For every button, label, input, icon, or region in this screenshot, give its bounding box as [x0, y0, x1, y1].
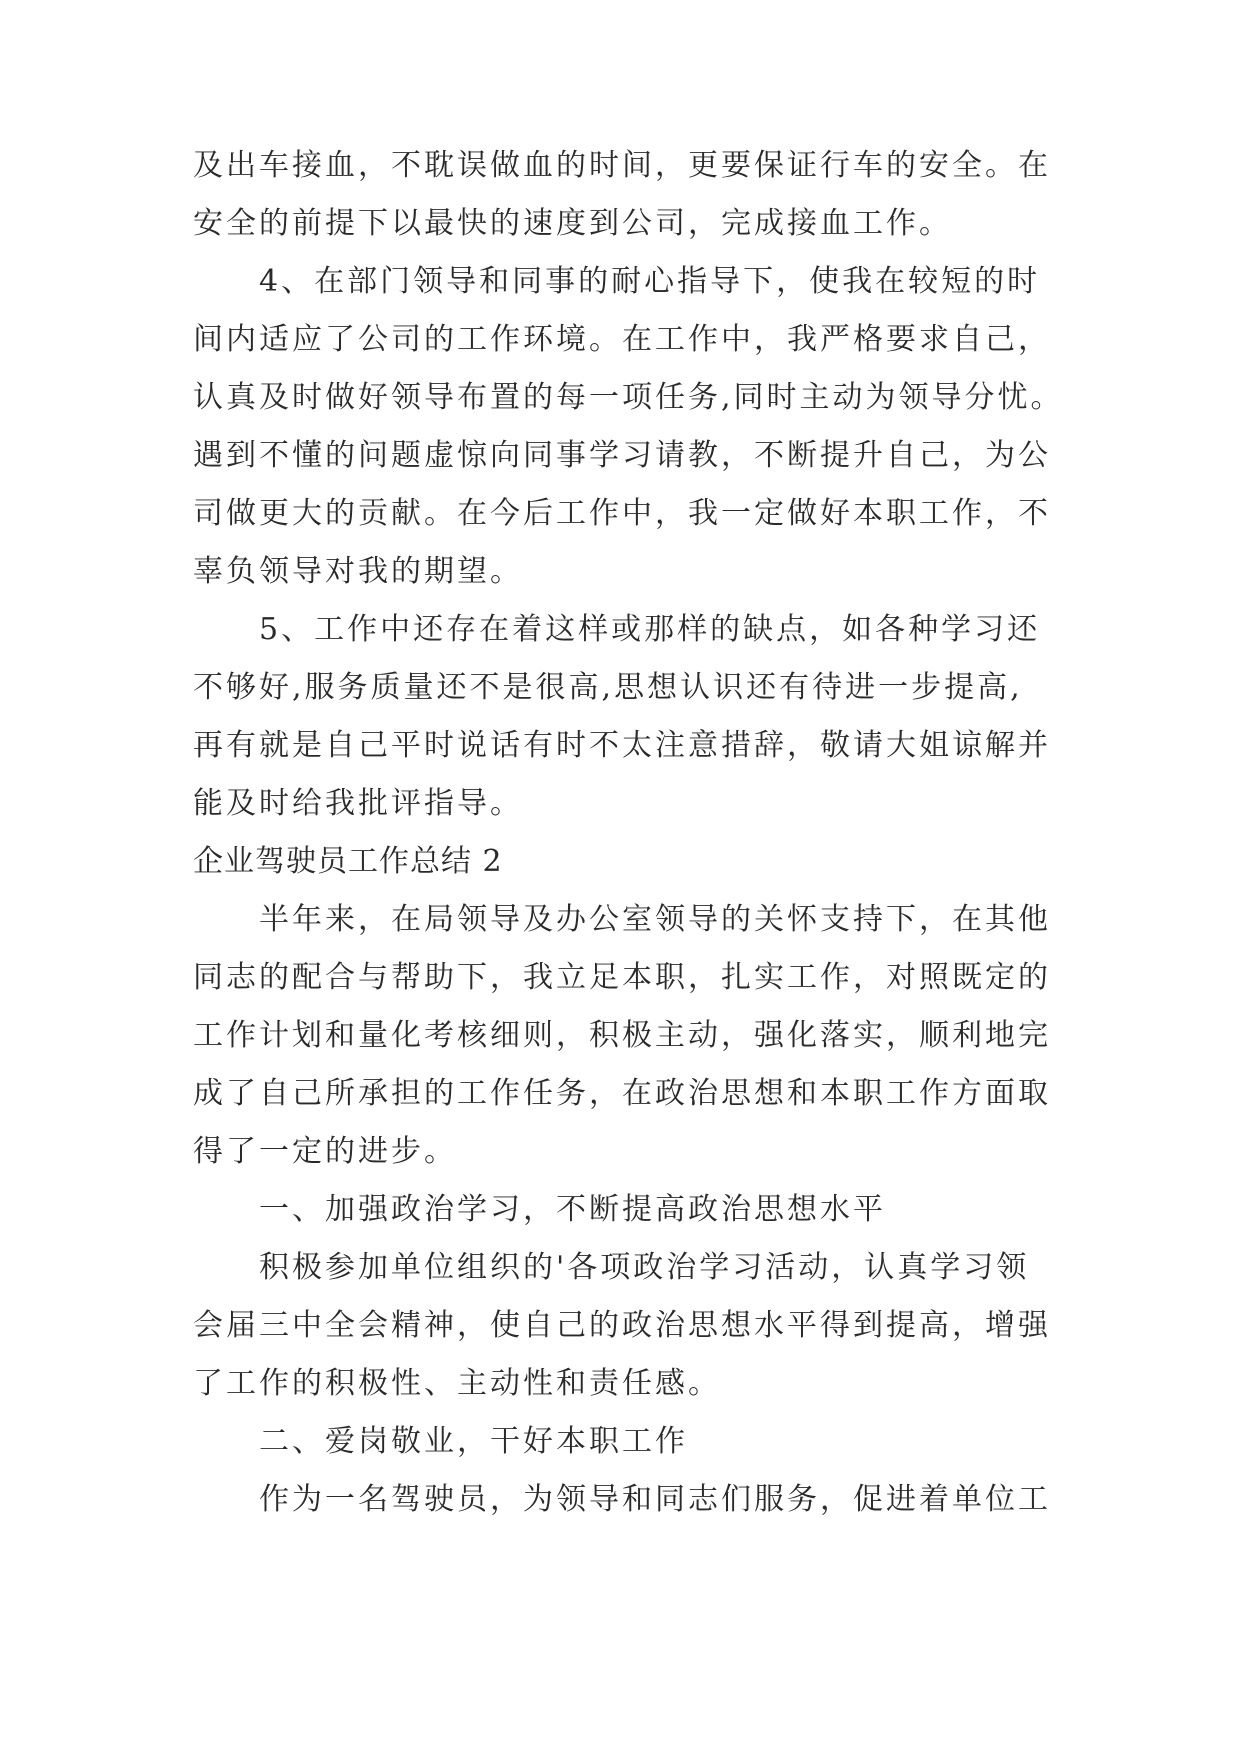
section-title: 企业驾驶员工作总结 2 — [193, 844, 503, 879]
text-line: 成了自己所承担的工作任务，在政治思想和本职工作方面取 — [193, 1076, 1051, 1111]
subheading: 二、爱岗敬业，干好本职工作 — [259, 1424, 688, 1459]
paragraph-start-line: 半年来，在局领导及办公室领导的关怀支持下，在其他 — [259, 902, 1051, 937]
text-line: 会届三中全会精神，使自己的政治思想水平得到提高，增强 — [193, 1308, 1051, 1343]
text-line: 认真及时做好领导布置的每一项任务,同时主动为领导分忧。 — [193, 380, 1064, 415]
paragraph-start-line: 4、在部门领导和同事的耐心指导下，使我在较短的时 — [259, 264, 1041, 299]
text-line: 安全的前提下以最快的速度到公司，完成接血工作。 — [193, 206, 952, 241]
paragraph-start-line: 积极参加单位组织的'各项政治学习活动，认真学习领 — [259, 1250, 1030, 1285]
text-line: 遇到不懂的问题虚惊向同事学习请教，不断提升自己，为公 — [193, 438, 1051, 473]
text-line: 及出车接血，不耽误做血的时间，更要保证行车的安全。在 — [193, 148, 1051, 183]
text-line: 间内适应了公司的工作环境。在工作中，我严格要求自己， — [193, 322, 1051, 357]
text-line: 司做更大的贡献。在今后工作中，我一定做好本职工作，不 — [193, 496, 1051, 531]
text-line: 得了一定的进步。 — [193, 1134, 457, 1169]
text-line: 辜负领导对我的期望。 — [193, 554, 523, 589]
text-line: 不够好,服务质量还不是很高,思想认识还有待进一步提高, — [193, 670, 1023, 705]
paragraph-start-line: 作为一名驾驶员，为领导和同志们服务，促进着单位工 — [259, 1482, 1051, 1517]
text-line: 再有就是自己平时说话有时不太注意措辞，敬请大姐谅解并 — [193, 728, 1051, 763]
text-line: 能及时给我批评指导。 — [193, 786, 523, 821]
subheading: 一、加强政治学习，不断提高政治思想水平 — [259, 1192, 886, 1227]
text-line: 了工作的积极性、主动性和责任感。 — [193, 1366, 721, 1401]
text-line: 工作计划和量化考核细则，积极主动，强化落实，顺利地完 — [193, 1018, 1051, 1053]
text-line: 同志的配合与帮助下，我立足本职，扎实工作，对照既定的 — [193, 960, 1051, 995]
paragraph-start-line: 5、工作中还存在着这样或那样的缺点，如各种学习还 — [259, 612, 1041, 647]
